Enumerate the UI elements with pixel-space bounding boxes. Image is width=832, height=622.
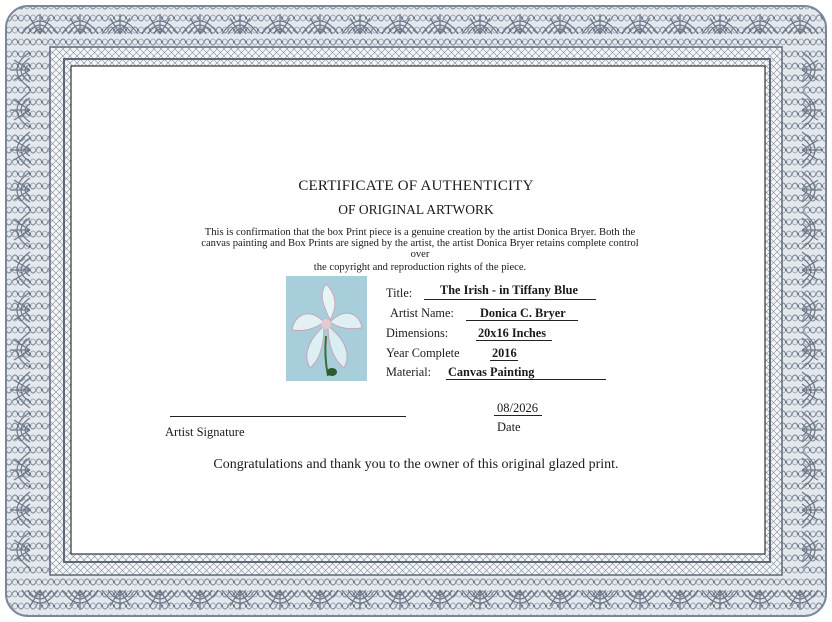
title-underline <box>424 299 596 300</box>
title-value: The Irish - in Tiffany Blue <box>440 283 578 297</box>
artist-name-value: Donica C. Bryer <box>480 306 566 320</box>
dimensions-label: Dimensions: <box>386 326 449 340</box>
artist-name-label: Artist Name: <box>390 306 454 320</box>
material-value: Canvas Painting <box>448 365 535 379</box>
body-line-2: canvas painting and Box Prints are signed by the artist, the artist Donica Bryer retains complete control <box>201 238 639 249</box>
material-label: Material: <box>386 365 432 379</box>
year-label: Year Complete <box>386 346 460 360</box>
date-underline <box>494 415 542 416</box>
year-value: 2016 <box>492 346 517 360</box>
body-line-4: the copyright and reproduction rights of the piece. <box>313 262 527 273</box>
dimensions-value: 20x16 Inches <box>478 326 546 340</box>
date-label: Date <box>497 420 521 434</box>
artist-name-underline <box>466 320 578 321</box>
certificate-title: CERTIFICATE OF AUTHENTICITY <box>298 178 534 194</box>
closing-message: Congratulations and thank you to the owner of this original glazed print. <box>213 457 619 472</box>
body-line-3: over <box>410 249 430 260</box>
date-value: 08/2026 <box>497 401 538 415</box>
signature-label: Artist Signature <box>165 425 245 439</box>
material-underline <box>446 379 606 380</box>
body-line-1: This is confirmation that the box Print piece is a genuine creation by the artist Donica Bryer. Both the <box>204 227 636 238</box>
title-label: Title: <box>386 286 413 300</box>
certificate-subtitle: OF ORIGINAL ARTWORK <box>338 202 494 217</box>
artwork-thumbnail <box>286 276 367 381</box>
dimensions-underline <box>476 340 552 341</box>
signature-line <box>170 416 406 417</box>
year-underline <box>490 360 518 361</box>
